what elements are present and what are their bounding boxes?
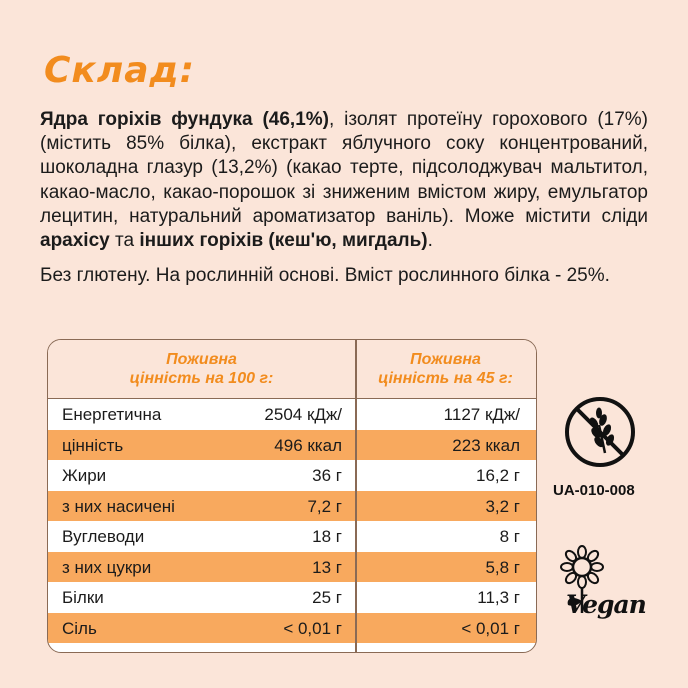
nutrient-name: Жири: [62, 466, 107, 486]
value-per-45g: 8 г: [499, 527, 520, 547]
value-per-100g: < 0,01 г: [283, 618, 342, 638]
page-title: Склад:: [44, 50, 195, 91]
ingredient-main: Ядра горіхів фундука (46,1%): [40, 109, 329, 130]
header-100-line1: Поживна: [166, 351, 237, 368]
header-45-line2: цінність на 45 г:: [378, 370, 513, 387]
nutrient-name: Білки: [62, 588, 104, 608]
value-per-100g: 18 г: [312, 527, 342, 547]
value-per-100g: 25 г: [312, 588, 342, 608]
table-row: [48, 552, 536, 583]
header-100-line2: цінність на 100 г:: [129, 370, 274, 387]
nutrient-name: Енергетична: [62, 405, 162, 424]
header-per-45g: [355, 350, 536, 388]
nutrient-name: з них насичені: [62, 496, 175, 516]
header-45-line1: Поживна: [410, 351, 481, 368]
value-per-100g: 2504 кДж/: [264, 405, 342, 424]
ingredients-text: [40, 108, 648, 253]
table-row: [48, 521, 536, 552]
ingredient-list: , ізолят протеїну горохового (17%) (містить 85% білка), екстракт яблучного соку концентрований, шоколадна глазур (13,2%) (какао терте, підсолоджувач мальтитол, какао-масло, какао-порошок зі зниженим вмістом жиру, емульгатор лецитин, натуральний ароматизатор ваніль). Може містити сліди: [40, 109, 649, 227]
allergen-nuts: інших горіхів (кеш'ю, мигдаль): [139, 230, 428, 252]
ingredient-and: та: [109, 230, 140, 252]
vegan-label: Vegan: [566, 590, 646, 619]
ingredient-end: .: [427, 230, 433, 252]
table-row: [48, 582, 536, 613]
nutrient-name: цінність: [62, 435, 124, 455]
value-per-100g: 36 г: [312, 466, 342, 486]
nutrient-name: Вуглеводи: [62, 527, 145, 547]
value-per-45g: 3,2 г: [485, 496, 520, 516]
nutrition-table-header: [48, 340, 536, 399]
value-per-45g: < 0,01 г: [461, 618, 520, 638]
value-per-100g: 13 г: [312, 557, 342, 577]
table-divider: [355, 340, 357, 652]
claims-text: Без глютену. На рослинній основі. Вміст рослинного білка - 25%.: [40, 265, 610, 286]
value-per-45g: 11,3 г: [477, 588, 520, 608]
value-per-45g: 223 ккал: [452, 435, 520, 455]
table-row: [48, 491, 536, 522]
value-per-100g: 7,2 г: [307, 496, 342, 516]
table-row: [48, 460, 536, 491]
table-row: [48, 430, 536, 461]
value-per-100g: 496 ккал: [274, 435, 342, 455]
gluten-free-code: UA-010-008: [553, 482, 635, 499]
table-row: [48, 399, 536, 430]
value-per-45g: 1127 кДж/: [443, 405, 520, 424]
header-per-100g: [48, 350, 355, 388]
value-per-45g: 16,2 г: [475, 466, 520, 486]
nutrient-name: з них цукри: [62, 557, 152, 577]
allergen-peanut: арахісу: [40, 230, 110, 252]
gluten-free-icon: [563, 395, 637, 469]
vegan-sunflower-icon: [556, 545, 664, 633]
nutrient-name: Сіль: [62, 618, 97, 638]
nutrition-table: [47, 339, 537, 653]
table-row: [48, 613, 536, 644]
value-per-45g: 5,8 г: [485, 557, 520, 577]
